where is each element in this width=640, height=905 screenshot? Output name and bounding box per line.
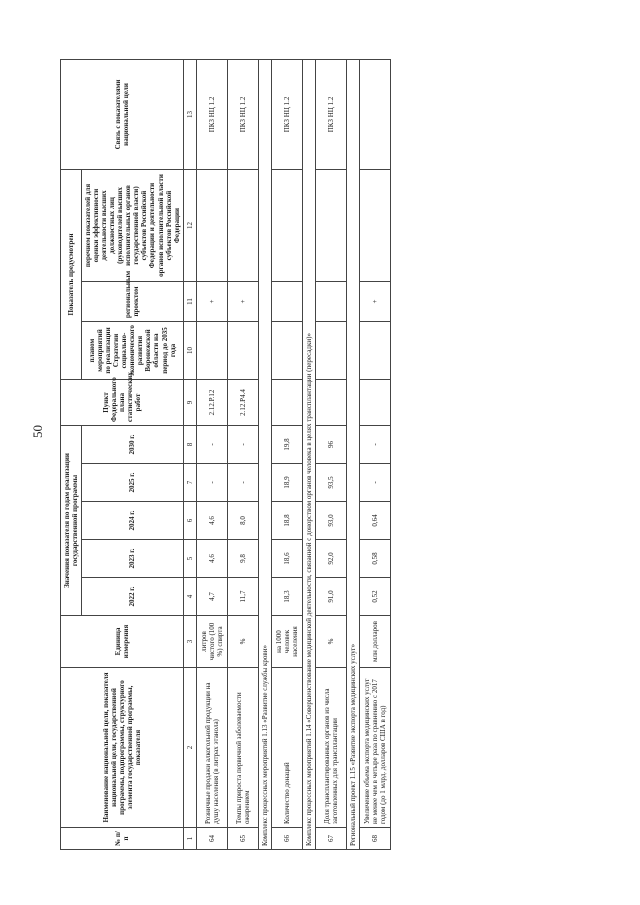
section-title: Комплекс процессных мероприятий 1.13 «Развитие службы крови»	[258, 59, 271, 849]
row-value: 9,8	[227, 540, 258, 578]
row-regional	[271, 282, 302, 322]
table-row	[196, 59, 227, 849]
row-value: -	[196, 426, 227, 464]
header-strategy: планом мероприятий по реализации Стратегии социально-экономического развития Воронежской области на период до 2035 года	[82, 322, 184, 380]
row-regional: +	[359, 282, 390, 322]
row-value: 93,5	[315, 464, 346, 502]
col-number: 13	[183, 59, 196, 169]
row-value: -	[227, 426, 258, 464]
row-link: ПКЗ НЦ 1.2	[196, 59, 227, 169]
col-number: 2	[183, 668, 196, 828]
row-name: Розничные продажи алкогольной продукции на душу населения (в литрах этанола)	[196, 668, 227, 828]
col-number: 1	[183, 828, 196, 850]
row-value: 4,6	[196, 540, 227, 578]
row-value: -	[227, 464, 258, 502]
row-value: -	[359, 426, 390, 464]
header-unit: Единица измерения	[61, 616, 184, 668]
header-fed-plan: Пункт Федерального плана статистических работ	[61, 380, 184, 426]
row-unit: млн долларов	[359, 616, 390, 668]
row-strategy	[359, 322, 390, 380]
page-number: 50	[30, 425, 45, 438]
row-effectiveness	[227, 169, 258, 281]
section-title: Комплекс процессных мероприятий 1.14 «Совершенствование медицинской деятельности, связанной с донорством органов человека в целях трансплантации (пересадки)»	[302, 59, 315, 849]
rotated-table-container	[60, 60, 460, 850]
col-number: 5	[183, 540, 196, 578]
row-unit: литров чистого (100 %) спирта	[196, 616, 227, 668]
header-year: 2022 г.	[82, 578, 184, 616]
row-value: 92,0	[315, 540, 346, 578]
header-year: 2023 г.	[82, 540, 184, 578]
row-unit: %	[315, 616, 346, 668]
header-regional: региональным проектом	[82, 282, 184, 322]
row-unit: на 1000 человек населения	[271, 616, 302, 668]
row-value: 18,3	[271, 578, 302, 616]
row-value: 18,9	[271, 464, 302, 502]
col-number: 6	[183, 502, 196, 540]
row-fed-plan: 2.12.Р.12	[196, 380, 227, 426]
row-value: 0,58	[359, 540, 390, 578]
header-no: № п/п	[61, 828, 184, 850]
section-row	[346, 59, 359, 849]
row-value: -	[196, 464, 227, 502]
header-values-group: Значения показателя по годам реализации государственной программы	[61, 426, 82, 616]
row-regional	[315, 282, 346, 322]
row-effectiveness	[271, 169, 302, 281]
col-number: 10	[183, 322, 196, 380]
row-strategy	[196, 322, 227, 380]
row-fed-plan	[315, 380, 346, 426]
header-year: 2030 г.	[82, 426, 184, 464]
col-number: 3	[183, 616, 196, 668]
row-value: 11,7	[227, 578, 258, 616]
row-no: 64	[196, 828, 227, 850]
header-link-national: Связь с показателями национальной цели	[61, 59, 184, 169]
row-unit: %	[227, 616, 258, 668]
row-fed-plan	[359, 380, 390, 426]
row-name: Темпы прироста первичной заболеваемости ожирением	[227, 668, 258, 828]
indicators-table	[60, 59, 391, 850]
row-value: 0,52	[359, 578, 390, 616]
col-number: 8	[183, 426, 196, 464]
row-name: Количество донаций	[271, 668, 302, 828]
row-link: ПКЗ НЦ 1.2	[315, 59, 346, 169]
row-value: 18,6	[271, 540, 302, 578]
row-name: Увеличение объема экспорта медицинских услуг не менее чем в четыре раза по сравнению с 2017 годом (до 1 млрд. долларов США в год)	[359, 668, 390, 828]
row-value: 18,8	[271, 502, 302, 540]
row-strategy	[315, 322, 346, 380]
row-value: 8,0	[227, 502, 258, 540]
row-link: ПКЗ НЦ 1.2	[227, 59, 258, 169]
row-effectiveness	[315, 169, 346, 281]
row-no: 66	[271, 828, 302, 850]
section-row	[258, 59, 271, 849]
header-year: 2025 г.	[82, 464, 184, 502]
row-value: 93,0	[315, 502, 346, 540]
row-strategy	[271, 322, 302, 380]
section-title: Региональный проект 1.15 «Развитие экспорта медицинских услуг»	[346, 59, 359, 849]
table-row	[227, 59, 258, 849]
header-link-group: Показатель предусмотрен	[61, 169, 82, 379]
row-no: 67	[315, 828, 346, 850]
row-value: 0,64	[359, 502, 390, 540]
col-number: 4	[183, 578, 196, 616]
row-value: 4,7	[196, 578, 227, 616]
header-effectiveness: перечнем показателей для оценки эффективности деятельности высших должностных лиц (руководителей высших исполнительных органов государственной власти) субъектов Российской Федерации и деятельности органов исполнительной власти субъектов Российской Федерации	[82, 169, 184, 281]
row-regional: +	[196, 282, 227, 322]
row-fed-plan	[271, 380, 302, 426]
col-number: 12	[183, 169, 196, 281]
header-year: 2024 г.	[82, 502, 184, 540]
row-value: 91,0	[315, 578, 346, 616]
section-row	[302, 59, 315, 849]
col-number: 9	[183, 380, 196, 426]
row-link: ПКЗ НЦ 1.2	[271, 59, 302, 169]
row-no: 68	[359, 828, 390, 850]
header-name: Наименование национальной цели, показателя национальной цели, государственной программы, подпрограммы, структурного элемента государственной программы, показателя	[61, 668, 184, 828]
row-effectiveness	[359, 169, 390, 281]
row-value: -	[359, 464, 390, 502]
table-row	[271, 59, 302, 849]
row-value: 96	[315, 426, 346, 464]
row-fed-plan: 2.12.Р4.4	[227, 380, 258, 426]
col-number: 11	[183, 282, 196, 322]
row-no: 65	[227, 828, 258, 850]
row-effectiveness	[196, 169, 227, 281]
row-value: 4,6	[196, 502, 227, 540]
row-link	[359, 59, 390, 169]
table-row	[359, 59, 390, 849]
col-number: 7	[183, 464, 196, 502]
table-row	[315, 59, 346, 849]
row-regional: +	[227, 282, 258, 322]
row-name: Доля трансплантированных органов из числа заготовленных для трансплантации	[315, 668, 346, 828]
row-value: 19,8	[271, 426, 302, 464]
row-strategy	[227, 322, 258, 380]
